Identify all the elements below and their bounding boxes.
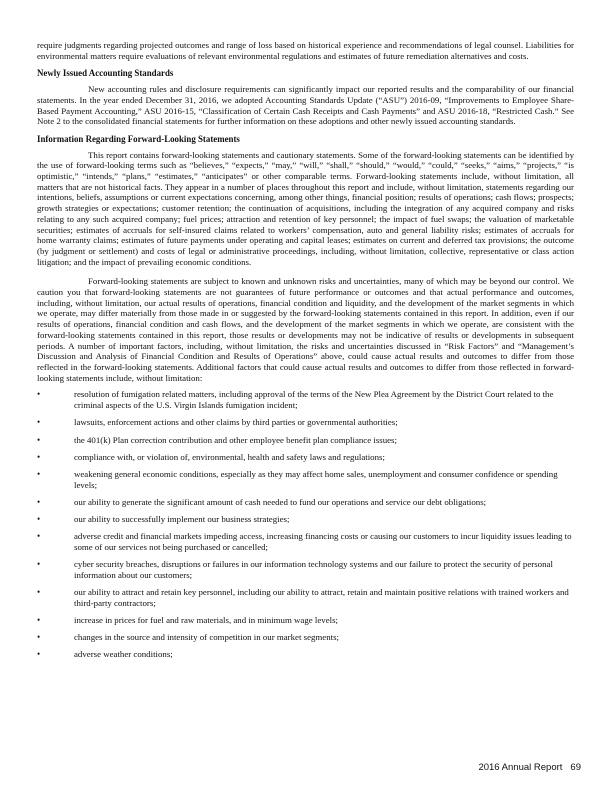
bullet-icon: • [37, 649, 41, 660]
list-item [37, 469, 574, 490]
bullet-icon: • [37, 531, 41, 542]
accounting-standards-paragraph: New accounting rules and disclosure requirements can significantly impact our reported results and the comparability of our financial statements. In the year ended December 31, 2016, we adopted Accounting Standards Update (“ASU”) 2016-09, “Improvements to Employee Share-Based Payment Accounting,” ASU 2016-15, “Classification of Certain Cash Receipts and Cash Payments” and ASU 2016-18, “Restricted Cash.” See Note 2 to the consolidated financial statements for further information on these adoptions and other newly issued accounting standards. [37, 84, 574, 127]
heading-forward-looking: Information Regarding Forward-Looking Statements [37, 133, 240, 144]
bullet-icon: • [37, 496, 41, 507]
list-item [37, 452, 574, 463]
heading-newly-issued-standards: Newly Issued Accounting Standards [37, 68, 174, 79]
list-item [37, 497, 574, 508]
list-item [37, 632, 574, 643]
page-footer [478, 762, 581, 773]
bullet-icon: • [37, 632, 41, 643]
list-item-text: changes in the source and intensity of competition in our market segments; [74, 632, 340, 643]
list-item-text: adverse credit and financial markets impeding access, increasing financing costs or causing our customers to incur liquidity issues leading to some of our services not being purchased or cancelled; [74, 531, 572, 552]
list-item [37, 435, 574, 446]
bullet-icon: • [37, 587, 41, 598]
list-item-text: our ability to generate the significant amount of cash needed to fund our operations and service our debt obligations; [74, 496, 487, 507]
list-item-text: our ability to successfully implement our business strategies; [74, 514, 290, 525]
list-item-text: our ability to attract and retain key personnel, including our ability to attract, retain and maintain positive relations with trained workers and third-party contractors; [74, 587, 569, 608]
continued-paragraph: require judgments regarding projected outcomes and range of loss based on historical experience and recommendations of legal counsel. Liabilities for environmental matters require evaluations of relevant environmental regulations and estimates of future remediation alternatives and costs. [37, 40, 574, 61]
list-item-text: lawsuits, enforcement actions and other claims by third parties or governmental authorities; [74, 417, 398, 428]
footer-report-label: 2016 Annual Report [478, 762, 563, 773]
list-item [37, 559, 574, 580]
bullet-icon: • [37, 434, 41, 445]
page-number: 69 [570, 762, 581, 773]
risk-factor-list [37, 389, 574, 660]
list-item [37, 514, 574, 525]
list-item-text: weakening general economic conditions, especially as they may affect home sales, unemployment and consumer confidence or spending levels; [74, 468, 558, 490]
forward-looking-paragraph-1: This report contains forward-looking statements and cautionary statements. Some of the forward-looking statements can be identified by the use of forward-looking terms such as “believes,” “expects,” “may,” “will,” “shall,” “should,” “would,” “could,” “seeks,” “aims,” “projects,” “is optimistic,” “intends,” “plans,” “estimates,” “anticipates” or other comparable terms. Forward-looking statements include, without limitation, all matters that are not historical facts. They appear in a number of places throughout this report and include, without limitation, statements regarding our intentions, beliefs, assumptions or current expectations concerning, among other things, financial position; results of operations; cash flows; prospects; growth strategies or expectations; customer retention; the continuation of acquisitions, including the integration of any acquired company and risks relating to any such acquired company; fuel prices; attraction and retention of key personnel; the impact of fuel swaps; the valuation of marketable securities; estimates of accruals for self-insured claims related to workers’ compensation, auto and general liability risks; estimates of accruals for home warranty claims; estimates of future payments under operating and capital leases; estimates on current and deferred tax provisions; the outcome (by judgment or settlement) and costs of legal or administrative proceedings, including, without limitation, collective, representative or class action litigation; and the impact of prevailing economic conditions. [37, 149, 574, 267]
list-item-text: cyber security breaches, disruptions or failures in our information technology systems and our failure to protect the security of personal information about our customers; [74, 559, 553, 580]
bullet-icon: • [37, 389, 41, 400]
list-item-text: the 401(k) Plan correction contribution and other employee benefit plan compliance issues; [74, 434, 397, 445]
bullet-icon: • [37, 514, 41, 525]
list-item-text: increase in prices for fuel and raw materials, and in minimum wage levels; [74, 614, 338, 625]
bullet-icon: • [37, 614, 41, 625]
list-item [37, 649, 574, 660]
list-item-text: adverse weather conditions; [74, 649, 173, 660]
list-item [37, 615, 574, 626]
list-item-text: compliance with, or violation of, environmental, health and safety laws and regulations; [74, 451, 385, 462]
list-item [37, 587, 574, 608]
bullet-icon: • [37, 468, 41, 479]
list-item-text: resolution of fumigation related matters, including approval of the terms of the New Plea Agreement by the District Court related to the criminal aspects of the U.S. Virgin Islands fumigation incident; [74, 389, 554, 411]
bullet-icon: • [37, 451, 41, 462]
forward-looking-paragraph-2: Forward-looking statements are subject to known and unknown risks and uncertainties, many of which may be beyond our control. We caution you that forward-looking statements are not guarantees of future performance or outcomes and that actual performance and outcomes, including, without limitation, our actual results of operations, financial condition and liquidity, and the development of the market segments in which we operate, may differ materially from those made in or suggested by the forward-looking statements contained in this report. In addition, even if our results of operations, financial condition and cash flows, and the development of the market segments in which we operate, are consistent with the forward-looking statements contained in this report, those results or developments may not be indicative of results or developments in subsequent periods. A number of important factors, including, without limitation, the risks and uncertainties discussed in “Risk Factors” and “Management’s Discussion and Analysis of Financial Condition and Results of Operations” above, could cause actual results and outcomes to differ from those reflected in the forward-looking statements. Additional factors that could cause actual results and outcomes to differ from those reflected in forward-looking statements include, without limitation: [37, 276, 574, 383]
list-item [37, 531, 574, 552]
list-item [37, 389, 574, 410]
report-page [37, 40, 574, 667]
bullet-icon: • [37, 559, 41, 570]
list-item [37, 417, 574, 428]
bullet-icon: • [37, 417, 41, 428]
